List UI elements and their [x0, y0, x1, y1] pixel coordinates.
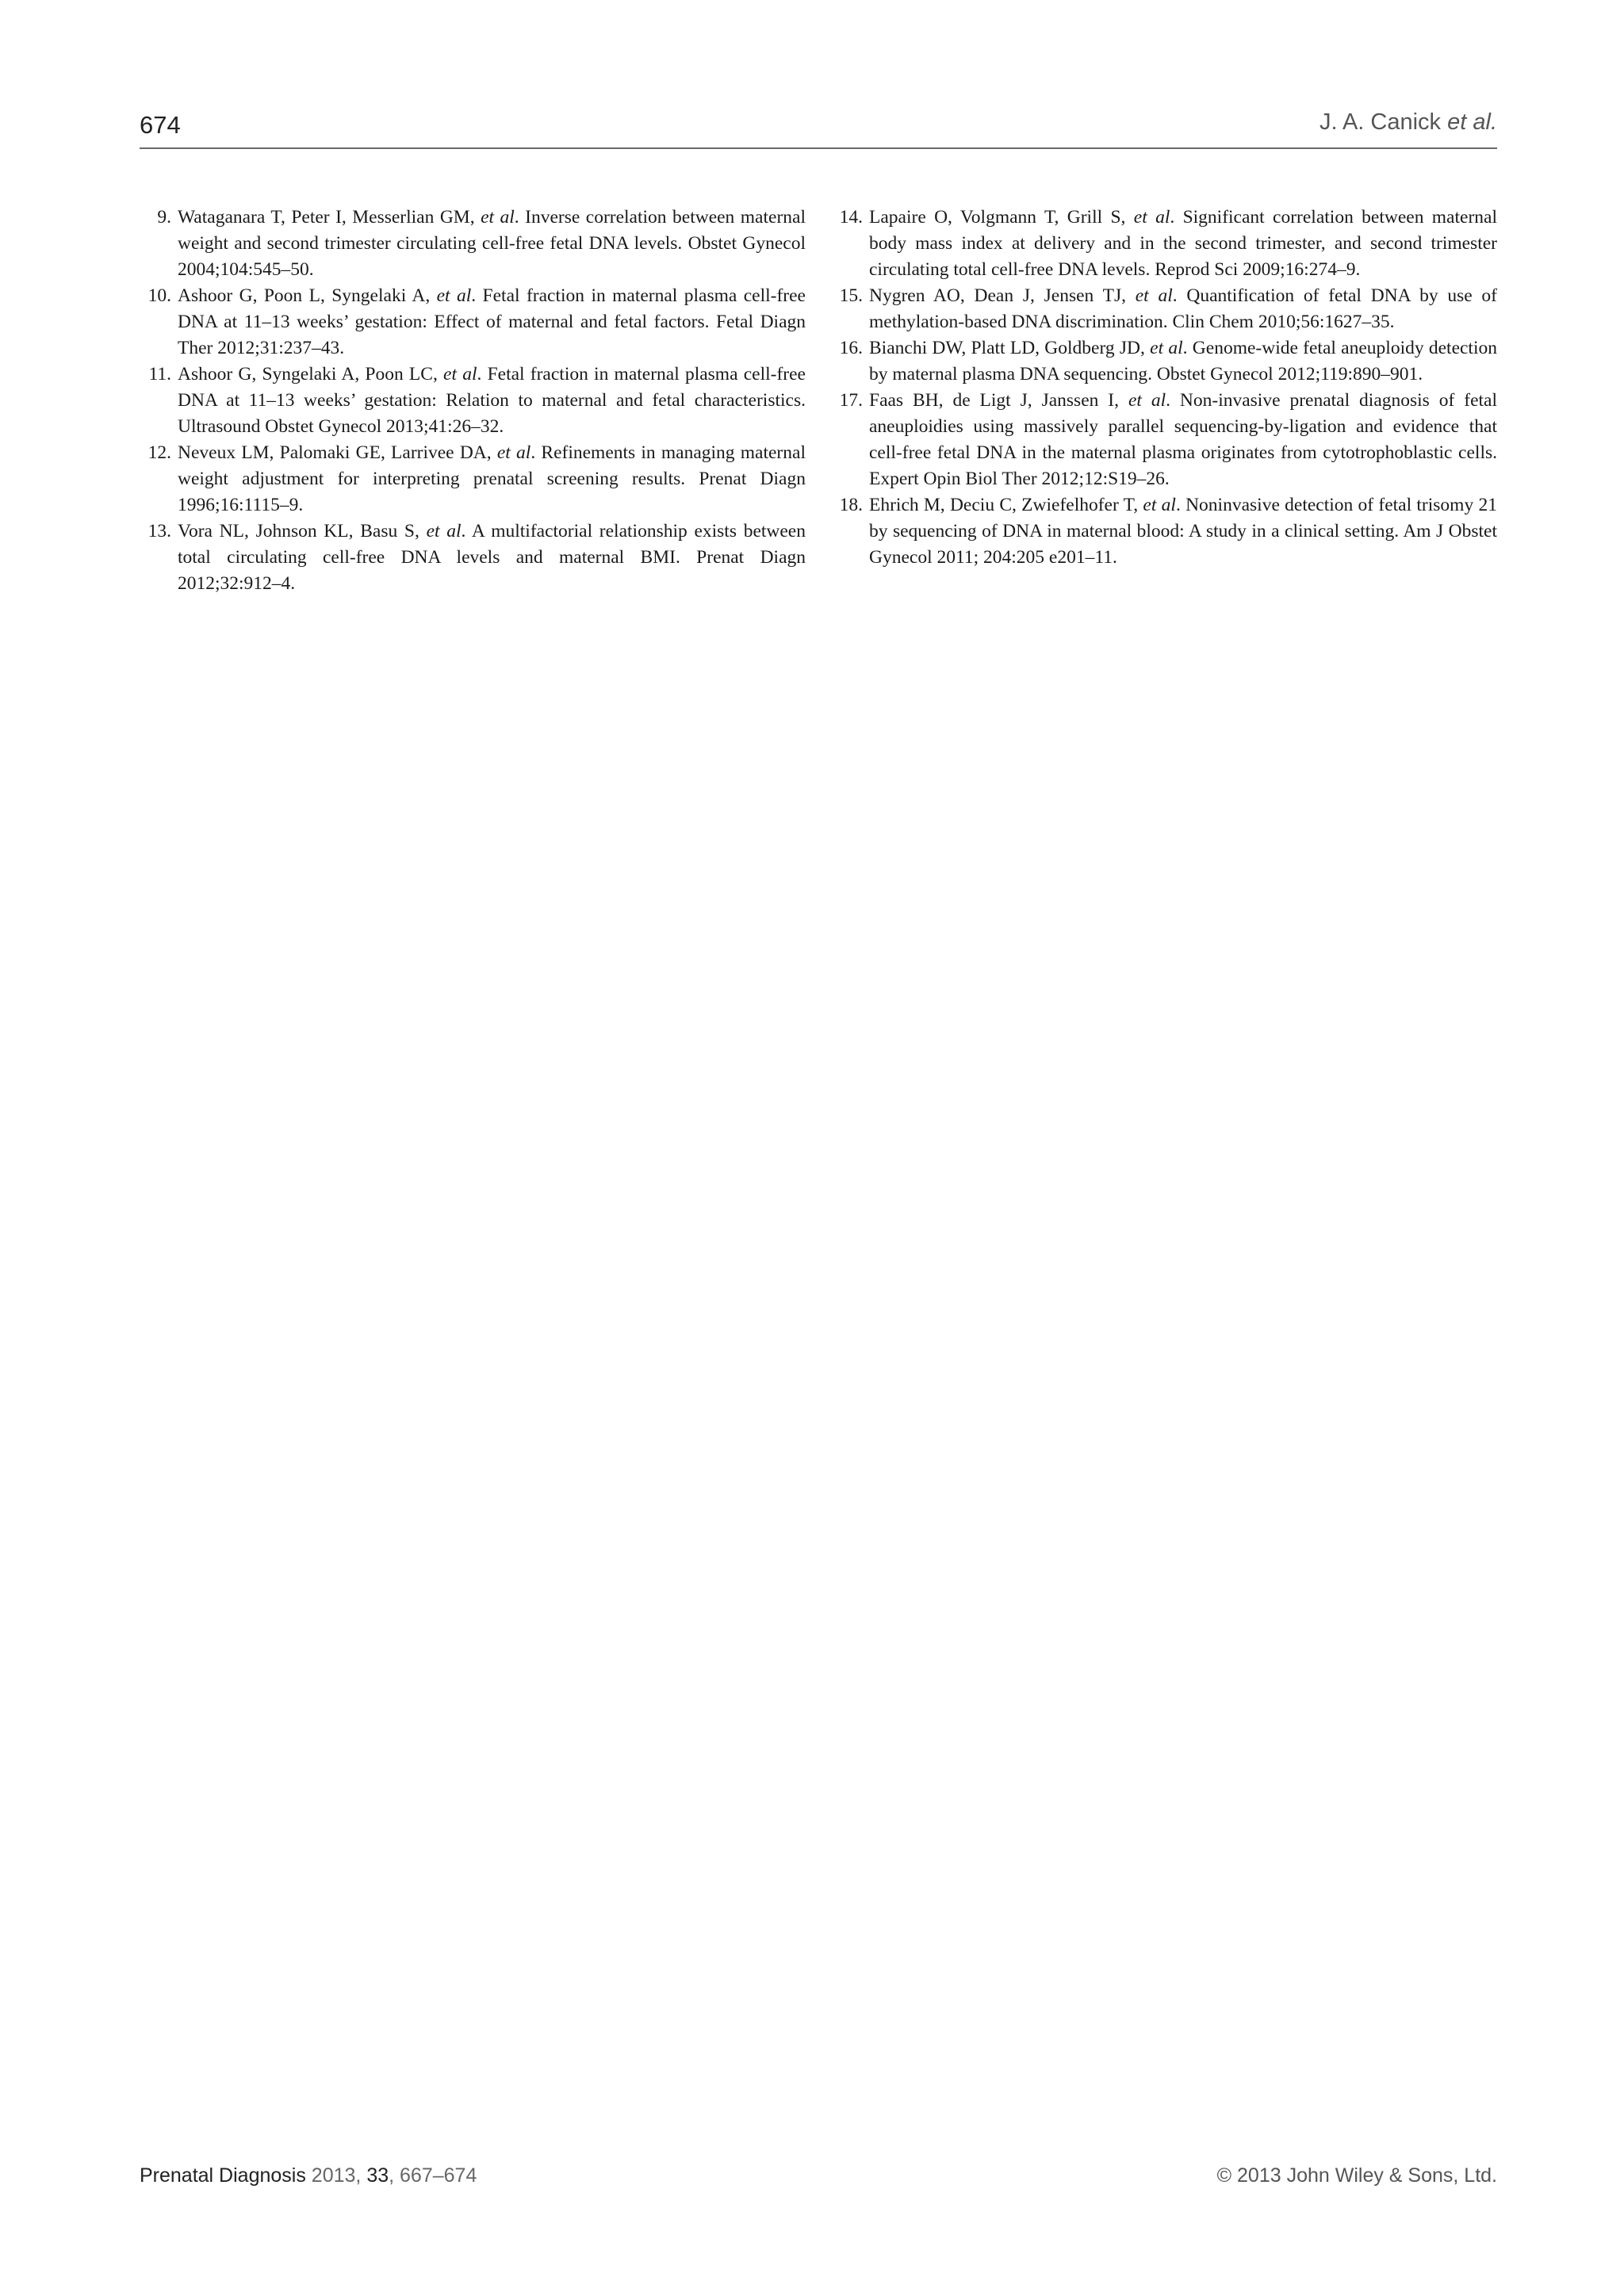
reference-item: [140, 205, 806, 283]
page-header: [140, 108, 1497, 149]
journal-year: 2013,: [311, 2164, 362, 2187]
reference-item: [140, 519, 806, 597]
reference-text: Bianchi DW, Platt LD, Goldberg JD, et al. Genome-wide fetal aneuploidy detection by maternal plasma DNA sequencing. Obstet Gynecol 2012;119:890–901.: [869, 338, 1497, 385]
reference-text: Ehrich M, Deciu C, Zwiefelhofer T, et al. Noninvasive detection of fetal trisomy 21 by sequencing of DNA in maternal blood: A study in a clinical setting. Am J Obstet Gynecol 2011; 204:205 e201–11.: [869, 495, 1497, 568]
reference-number: 14.: [839, 207, 863, 228]
journal-volume: 33: [366, 2164, 389, 2187]
reference-number: 12.: [147, 442, 171, 463]
running-head: [1320, 109, 1497, 136]
journal-citation: [140, 2164, 477, 2187]
reference-text: Faas BH, de Ligt J, Janssen I, et al. Non-invasive prenatal diagnosis of fetal aneuploidies using massively parallel sequencing-by-ligation and evidence that cell-free fetal DNA in the maternal plasma originates from cytotrophoblastic cells. Expert Opin Biol Ther 2012;12:S19–26.: [869, 390, 1497, 489]
reference-number: 13.: [147, 521, 171, 541]
references-right-column: [831, 205, 1497, 571]
reference-item: [140, 362, 806, 440]
running-head-authors: J. A. Canick: [1319, 109, 1442, 135]
reference-number: 9.: [157, 207, 171, 228]
reference-number: 17.: [839, 390, 863, 411]
copyright-notice: © 2013 John Wiley & Sons, Ltd.: [1216, 2164, 1497, 2187]
reference-number: 16.: [839, 338, 863, 358]
reference-item: [140, 283, 806, 362]
reference-item: [831, 388, 1497, 492]
references-left-column: [140, 205, 806, 597]
journal-name: Prenatal Diagnosis: [140, 2164, 306, 2187]
reference-number: 18.: [839, 495, 863, 515]
reference-item: [831, 492, 1497, 571]
reference-text: Neveux LM, Palomaki GE, Larrivee DA, et al. Refinements in managing maternal weight adjustment for interpreting prenatal screening results. Prenat Diagn 1996;16:1115–9.: [178, 442, 806, 515]
page-number: 674: [140, 111, 181, 139]
reference-number: 10.: [147, 285, 171, 306]
running-head-etal: et al.: [1447, 109, 1497, 135]
reference-text: Lapaire O, Volgmann T, Grill S, et al. Significant correlation between maternal body mass index at delivery and in the second trimester, and second trimester circulating total cell-free DNA levels. Reprod Sci 2009;16:274–9.: [869, 207, 1497, 280]
reference-item: [140, 440, 806, 519]
reference-text: Nygren AO, Dean J, Jensen TJ, et al. Quantification of fetal DNA by use of methylation-based DNA discrimination. Clin Chem 2010;56:1627–35.: [869, 285, 1497, 332]
reference-number: 11.: [148, 364, 171, 385]
reference-item: [831, 283, 1497, 335]
reference-text: Wataganara T, Peter I, Messerlian GM, et al. Inverse correlation between maternal weight and second trimester circulating cell-free fetal DNA levels. Obstet Gynecol 2004;104:545–50.: [178, 207, 806, 280]
page-footer: [140, 2164, 1497, 2196]
journal-pages: , 667–674: [389, 2164, 477, 2187]
reference-text: Ashoor G, Syngelaki A, Poon LC, et al. Fetal fraction in maternal plasma cell-free DNA at 11–13 weeks’ gestation: Relation to maternal and fetal characteristics. Ultrasound Obstet Gynecol 2013;41:26–32.: [178, 364, 806, 437]
reference-text: Vora NL, Johnson KL, Basu S, et al. A multifactorial relationship exists between total circulating cell-free DNA levels and maternal BMI. Prenat Diagn 2012;32:912–4.: [178, 521, 806, 594]
reference-text: Ashoor G, Poon L, Syngelaki A, et al. Fetal fraction in maternal plasma cell-free DNA at 11–13 weeks’ gestation: Effect of maternal and fetal factors. Fetal Diagn Ther 2012;31:237–43.: [178, 285, 806, 358]
reference-number: 15.: [839, 285, 863, 306]
reference-item: [831, 205, 1497, 283]
reference-item: [831, 335, 1497, 388]
